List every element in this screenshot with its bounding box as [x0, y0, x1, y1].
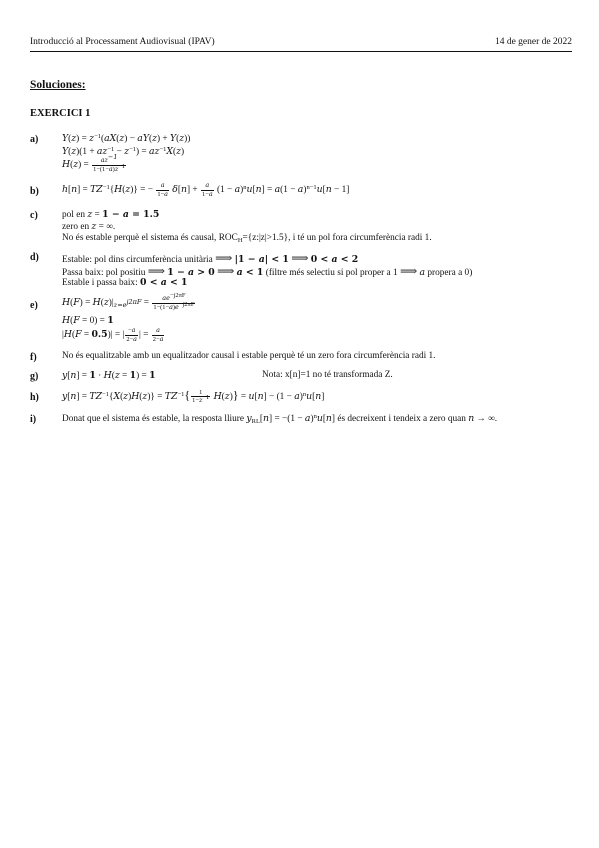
item-a-label: a): [30, 134, 39, 145]
item-i-line-1: Donat que el sistema és estable, la resposta lliure $y_{RL}[n] = -(1 - a)^nu[n]$ és decreixent i tendeix a zero quan n → ∞.: [62, 413, 498, 425]
item-d-label: d): [30, 252, 39, 263]
item-b-label: b): [30, 186, 39, 197]
item-b-line-1: $h[n] = TZ^{-1}\{H(z)\}$ = − $\frac{a}{1-a}$ δ[n] + $\frac{a}{1-a}$ $(1 - a)^nu[n] = a(1 - a)^{n-1}u[n - 1]$: [62, 181, 350, 198]
exercise-heading: EXERCICI 1: [30, 108, 91, 119]
item-e-line-3: |H(F = 0.5)| = | $\frac{-a}{2-a}$ | = $\frac{a}{2-a}$: [62, 326, 164, 343]
solutions-title: Soluciones:: [30, 79, 86, 91]
item-c-label: c): [30, 210, 38, 221]
item-c-line-1: pol en z = 1 − a = 1.5: [62, 209, 160, 220]
item-f-label: f): [30, 352, 37, 363]
item-c-line-2: zero en z = ∞.: [62, 221, 116, 232]
item-a-line-1: $Y(z) = z^{-1}(aX(z) - aY(z) + Y(z))$: [62, 133, 191, 144]
item-g-line-1: y[n] = 1 · H(z = 1) = 1: [62, 370, 156, 381]
item-d-line-3: Estable i passa baix: 0 < a < 1: [62, 277, 188, 288]
item-e-line-1: $H(F) = H(z)|_{z=e^{j2\pi F}}$ = $\frac{ae^{-j2\pi F}}{1-(1-a)e^{-j2\pi F}}$: [62, 292, 195, 311]
item-g-label: g): [30, 371, 39, 382]
item-a-line-2: $Y(z)(1 + az^{-1} - z^{-1}) = az^{-1}X(z)$: [62, 146, 185, 157]
item-h-label: h): [30, 392, 39, 403]
item-c-line-3: No és estable perquè el sistema és causal, $ROC_H=\{z:|z|>1.5\}$, i té un pol fora circumferència radi 1.: [62, 233, 432, 244]
item-f-line-1: No és equalitzable amb un equalitzador causal i estable perquè té un zero fora circumferència radi 1.: [62, 351, 436, 361]
item-d-line-1: Estable: pol dins circumferència unitària ⟹ |1 − a| < 1 ⟹ 0 < a < 2: [62, 251, 359, 265]
item-a-line-3: H(z) = $\frac{az^{-1}}{1-(1-a)z^{-1}}$: [62, 153, 126, 173]
item-h-line-1: $y[n] = TZ^{-1}\{X(z)H(z)\} = TZ^{-1}${ $\frac{1}{1-z^{-1}}$ $H(z)\} = u[n] - (1 - a)^nu[n]$: [62, 388, 325, 405]
header-rule: [30, 51, 572, 52]
item-e-label: e): [30, 300, 38, 311]
item-g-note: Nota: x[n]=1 no té transformada Z.: [262, 370, 393, 380]
item-e-line-2: H(F = 0) = 1: [62, 315, 114, 326]
item-i-label: i): [30, 414, 37, 425]
header-date: 14 de gener de 2022: [494, 37, 572, 47]
item-d-line-2: Passa baix: pol positiu ⟹ 1 − a > 0 ⟹ a < 1 (filtre més selectiu si pol proper a 1 ⟹ a propera a 0): [62, 264, 473, 278]
header-course-title: Introducció al Processament Audiovisual (IPAV): [30, 37, 215, 47]
